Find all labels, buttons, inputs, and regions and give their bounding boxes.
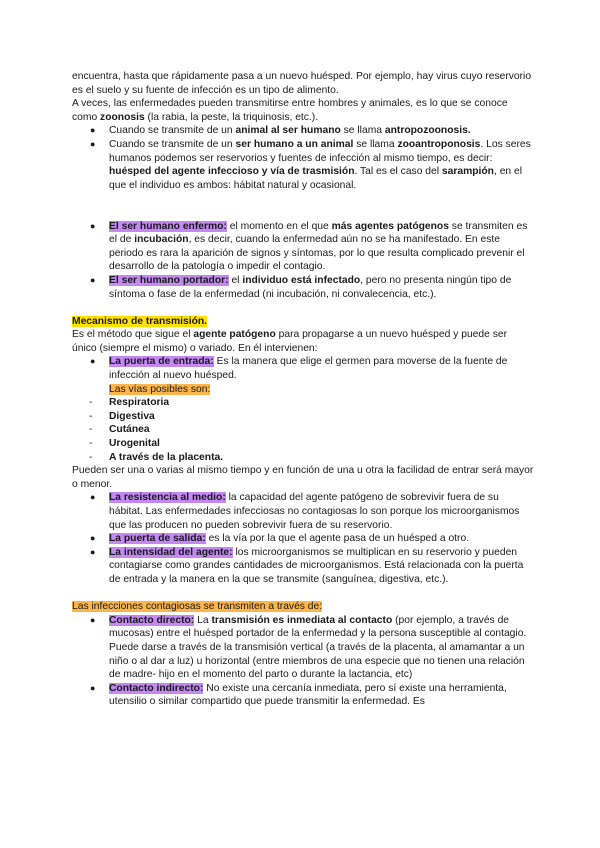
mechanism-heading: Mecanismo de transmisión.	[72, 315, 208, 327]
text-run: es la vía por la que el agente pasa de un huésped a otro.	[205, 533, 470, 545]
text-run: , es decir, cuando la enfermedad aún no se ha manifestado. En este periodo es rara la aparición de signos y síntomas, por lo que resulta complicado prevenir el desarrollo de la patología o impedir el contagio.	[109, 234, 525, 273]
section-heading	[72, 315, 534, 329]
bold-term: zooantroponosis	[397, 138, 481, 150]
routes-label: Las vías posibles son:	[109, 383, 211, 395]
contagious-heading: Las infecciones contagiosas se transmiten a través de:	[72, 601, 323, 613]
route-item: - Digestiva	[72, 410, 534, 424]
spacer	[72, 587, 534, 601]
text-run: la capacidad del agente patógeno de sobrevivir fuera de su hábitat. Las enfermedades infecciosas no contagiosas lo son porque los microorganismos que las producen no pueden sobrevivir fuera de su reservorio.	[109, 492, 520, 531]
document-body	[72, 70, 534, 709]
list-item	[72, 682, 534, 709]
after-routes-paragraph: Pueden ser una o varias al mismo tiempo y en función de una u otra la facilidad de entrar será mayor o menor.	[72, 465, 534, 490]
zoonosis-term: zoonosis	[100, 111, 145, 123]
route-item: - Respiratoria	[72, 396, 534, 410]
list-item	[72, 532, 534, 546]
list-item	[72, 274, 534, 301]
list-item	[72, 124, 534, 138]
list-item	[72, 546, 534, 587]
carriers-list	[72, 220, 534, 302]
mechanism-intro	[72, 328, 534, 355]
bold-term: individuo está infectado	[242, 274, 361, 286]
routes-list	[72, 396, 534, 464]
text-run: Es la manera que elige el germen para moverse de la fuente de infección al nuevo huésped.	[109, 356, 508, 382]
text-run: . Los seres humanos podemos ser reservorios y fuentes de infección al mismo tiempo, es decir:	[109, 138, 531, 164]
bold-term: antropozoonosis.	[384, 125, 471, 137]
bold-term: más agentes patógenos	[331, 220, 449, 232]
highlighted-label: Contacto indirecto:	[109, 682, 204, 694]
route-item: - A través de la placenta.	[72, 451, 534, 465]
text-run: A veces, las enfermedades pueden transmitirse entre hombres y animales, es lo que se conoce como	[72, 98, 508, 123]
text-run: (la rabia, la peste, la triquinosis, etc.).	[144, 111, 319, 123]
text-run: No existe una cercanía inmediata, pero sí existe una herramienta, utensilio o similar compartido que puede transmitir la enfermedad. Es	[109, 682, 507, 708]
highlighted-label: Contacto directo:	[109, 614, 195, 626]
route-item: - Urogenital	[72, 437, 534, 451]
highlighted-label: La puerta de salida:	[109, 533, 206, 545]
entry-list	[72, 355, 534, 396]
list-item	[72, 491, 534, 532]
text-run: , en el que el individuo es ambos: hábitat natural y ocasional.	[109, 166, 523, 191]
spacer	[72, 301, 534, 315]
bold-term: ser humano a un animal	[235, 138, 354, 150]
list-item	[72, 220, 534, 274]
text-run: Es el método que sigue el	[72, 329, 194, 341]
section-heading	[72, 600, 534, 614]
bold-term: sarampión	[441, 166, 494, 178]
bold-term: agente patógeno	[193, 329, 276, 341]
intro-paragraph: encuentra, hasta que rápidamente pasa a un nuevo huésped. Por ejemplo, hay virus cuyo reservorio es el suelo y su fuente de infección es un tipo de alimento.	[72, 71, 532, 96]
text-run: , pero no presenta ningún tipo de síntoma o fase de la enfermedad (ni incubación, ni convalecencia, etc.).	[109, 274, 512, 300]
text-run: se llama	[340, 125, 385, 137]
bold-term: incubación	[134, 234, 189, 246]
highlighted-label: La intensidad del agente:	[109, 546, 233, 558]
text-run: se llama	[353, 138, 398, 150]
bold-term: animal al ser humano	[235, 125, 341, 137]
text-run: . Tal es el caso del	[354, 166, 442, 178]
mechanism-items-list	[72, 491, 534, 586]
list-item	[72, 614, 534, 682]
list-item	[72, 355, 534, 396]
text-run: Cuando se transmite de un	[109, 125, 236, 137]
text-run: Cuando se transmite de un	[109, 138, 236, 150]
highlighted-label: El ser humano enfermo:	[109, 220, 227, 232]
text-run: (por ejemplo, a través de mucosas) entre el huésped portador de la enfermedad y la persona susceptible al contagio. Puede darse a través de la transmisión vertical (a través de la placenta, al amamantar a un niño o al dar a luz) u horizontal (entre miembros de una especie que no tienen una relación de madre- hijo en el momento del parto o durante la lactancia, etc)	[109, 614, 527, 681]
contact-list	[72, 614, 534, 709]
zoonosis-paragraph	[72, 97, 534, 124]
spacer	[72, 206, 534, 220]
list-item	[72, 138, 534, 192]
text-run: se transmiten es el de	[109, 220, 528, 246]
spacer	[72, 192, 534, 206]
text-run: los microorganismos se multiplican en su reservorio y pueden contagiarse como grandes cantidades de microorganismos. Está relacionada con la puerta de entrada y la manera en la que se transmite (sanguínea, digestiva, etc.).	[109, 546, 524, 585]
route-item: - Cutánea	[72, 423, 534, 437]
transmission-types-list	[72, 124, 534, 192]
highlighted-label: La puerta de entrada:	[109, 356, 214, 368]
bold-term: transmisión es inmediata al contacto	[211, 614, 393, 626]
text-run: para propagarse a un nuevo huésped y puede ser único (siempre el mismo) o variado. En él intervienen:	[72, 329, 508, 354]
text-run: el momento en el que	[226, 220, 332, 232]
highlighted-label: La resistencia al medio:	[109, 492, 226, 504]
bold-term: huésped del agente infeccioso y vía de trasmisión	[109, 166, 355, 178]
highlighted-label: El ser humano portador:	[109, 274, 229, 286]
text-run: La	[194, 614, 212, 626]
text-run: el	[228, 274, 243, 286]
